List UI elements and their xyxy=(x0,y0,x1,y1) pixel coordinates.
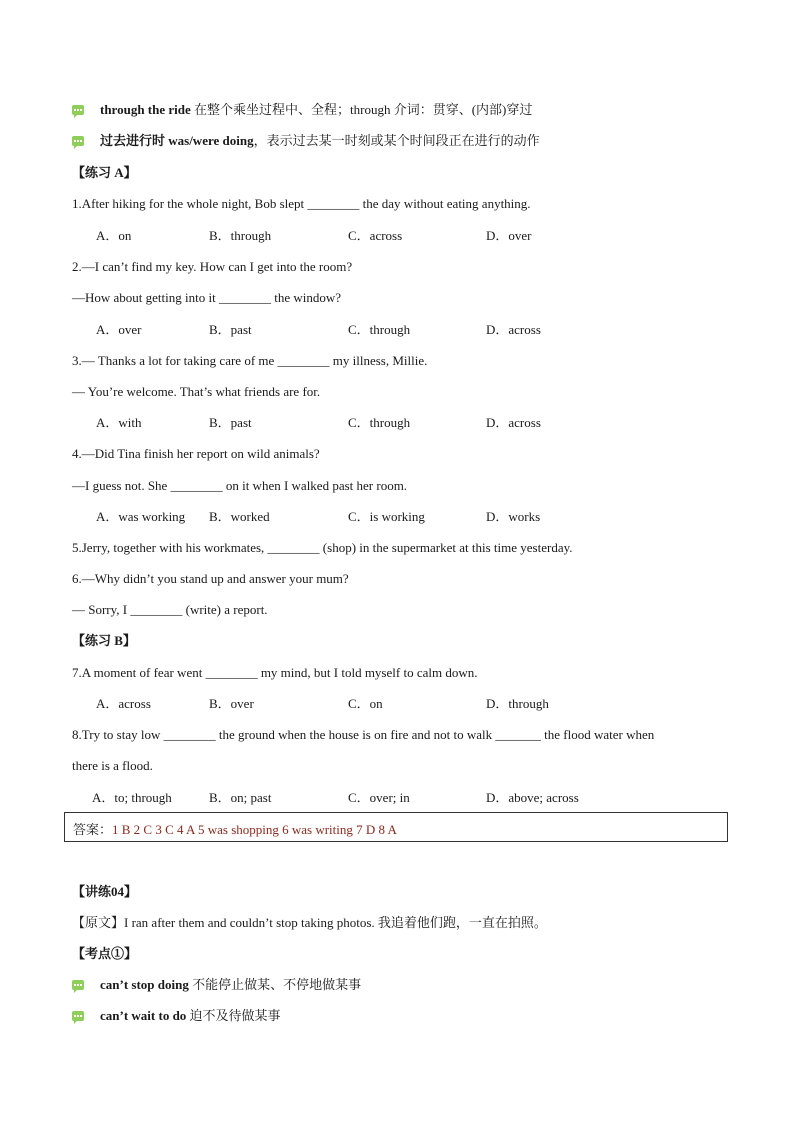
q3-option-c: C．through xyxy=(348,415,411,430)
comment-icon xyxy=(72,1011,84,1021)
note-1-bold: through the ride xyxy=(100,102,191,117)
point-heading: 【考点①】 xyxy=(72,946,138,961)
q7-option-a: A．across xyxy=(96,696,151,711)
original-text: 【原文】I ran after them and couldn’t stop taking photos. 我追着他们跑，一直在拍照。 xyxy=(72,915,547,930)
point-2 xyxy=(72,1007,281,1025)
point-2-text: 迫不及待做某事 xyxy=(186,1008,281,1023)
comment-icon xyxy=(72,136,84,146)
comment-icon xyxy=(72,105,84,115)
question-2-line-2: —How about getting into it ________ the window? xyxy=(72,290,342,305)
question-8-line-2: there is a flood. xyxy=(72,758,153,773)
q2-option-d: D．across xyxy=(486,322,541,337)
q4-option-d: D．works xyxy=(486,509,541,524)
q7-option-d: D．through xyxy=(486,696,549,711)
q4-option-a: A．was working xyxy=(96,509,186,524)
q7-option-b: B．over xyxy=(209,696,254,711)
answer-box xyxy=(64,812,728,842)
q3-option-d: D．across xyxy=(486,415,541,430)
note-1-text: 在整个乘坐过程中、全程；through 介词：贯穿、(内部)穿过 xyxy=(190,102,533,117)
point-1 xyxy=(72,976,361,994)
q1-option-d: D．over xyxy=(486,228,532,243)
answer-line xyxy=(73,819,397,838)
note-2-bold: 过去进行时 was/were doing xyxy=(100,133,254,148)
question-5: 5.Jerry, together with his workmates, ________ (shop) in the supermarket at this time yesterday. xyxy=(72,540,573,555)
question-1: 1.After hiking for the whole night, Bob slept ________ the day without eating anything. xyxy=(72,196,531,211)
comment-icon xyxy=(72,980,84,990)
question-2-line-1: 2.—I can’t find my key. How can I get into the room? xyxy=(72,259,353,274)
q8-option-c: C．over; in xyxy=(348,790,410,805)
q1-option-c: C．across xyxy=(348,228,403,243)
q4-option-c: C．is working xyxy=(348,509,425,524)
q8-option-d: D．above; across xyxy=(486,790,579,805)
q2-option-c: C．through xyxy=(348,322,411,337)
question-4-line-1: 4.—Did Tina finish her report on wild animals? xyxy=(72,446,320,461)
q3-option-a: A．with xyxy=(96,415,142,430)
q2-option-b: B．past xyxy=(209,322,252,337)
note-2 xyxy=(72,132,540,150)
note-1 xyxy=(72,101,532,119)
lecture-heading: 【讲练04】 xyxy=(72,884,138,899)
question-6-line-2: — Sorry, I ________ (write) a report. xyxy=(72,602,268,617)
point-1-bold: can’t stop doing xyxy=(100,977,189,992)
section-a-heading: 【练习 A】 xyxy=(72,165,137,180)
q8-option-a: A．to; through xyxy=(92,790,172,805)
q7-option-c: C．on xyxy=(348,696,383,711)
note-2-text: ，表示过去某一时刻或某个时间段正在进行的动作 xyxy=(253,133,540,148)
q8-option-b: B．on; past xyxy=(209,790,272,805)
point-2-bold: can’t wait to do xyxy=(100,1008,187,1023)
point-1-text: 不能停止做某、不停地做某事 xyxy=(188,977,362,992)
q1-option-b: B．through xyxy=(209,228,272,243)
q2-option-a: A．over xyxy=(96,322,142,337)
q1-option-a: A．on xyxy=(96,228,132,243)
question-6-line-1: 6.—Why didn’t you stand up and answer your mum? xyxy=(72,571,349,586)
question-7: 7.A moment of fear went ________ my mind, but I told myself to calm down. xyxy=(72,665,478,680)
q3-option-b: B．past xyxy=(209,415,252,430)
question-3-line-2: — You’re welcome. That’s what friends are for. xyxy=(72,384,321,399)
question-3-line-1: 3.— Thanks a lot for taking care of me ________ my illness, Millie. xyxy=(72,353,428,368)
q4-option-b: B．worked xyxy=(209,509,270,524)
answer-label: 答案： xyxy=(73,822,113,837)
answer-values: 1 B 2 C 3 C 4 A 5 was shopping 6 was writing 7 D 8 A xyxy=(112,822,397,837)
question-4-line-2: —I guess not. She ________ on it when I walked past her room. xyxy=(72,478,408,493)
section-b-heading: 【练习 B】 xyxy=(72,633,136,648)
question-8-line-1: 8.Try to stay low ________ the ground when the house is on fire and not to walk _______ the flood water when xyxy=(72,727,655,742)
